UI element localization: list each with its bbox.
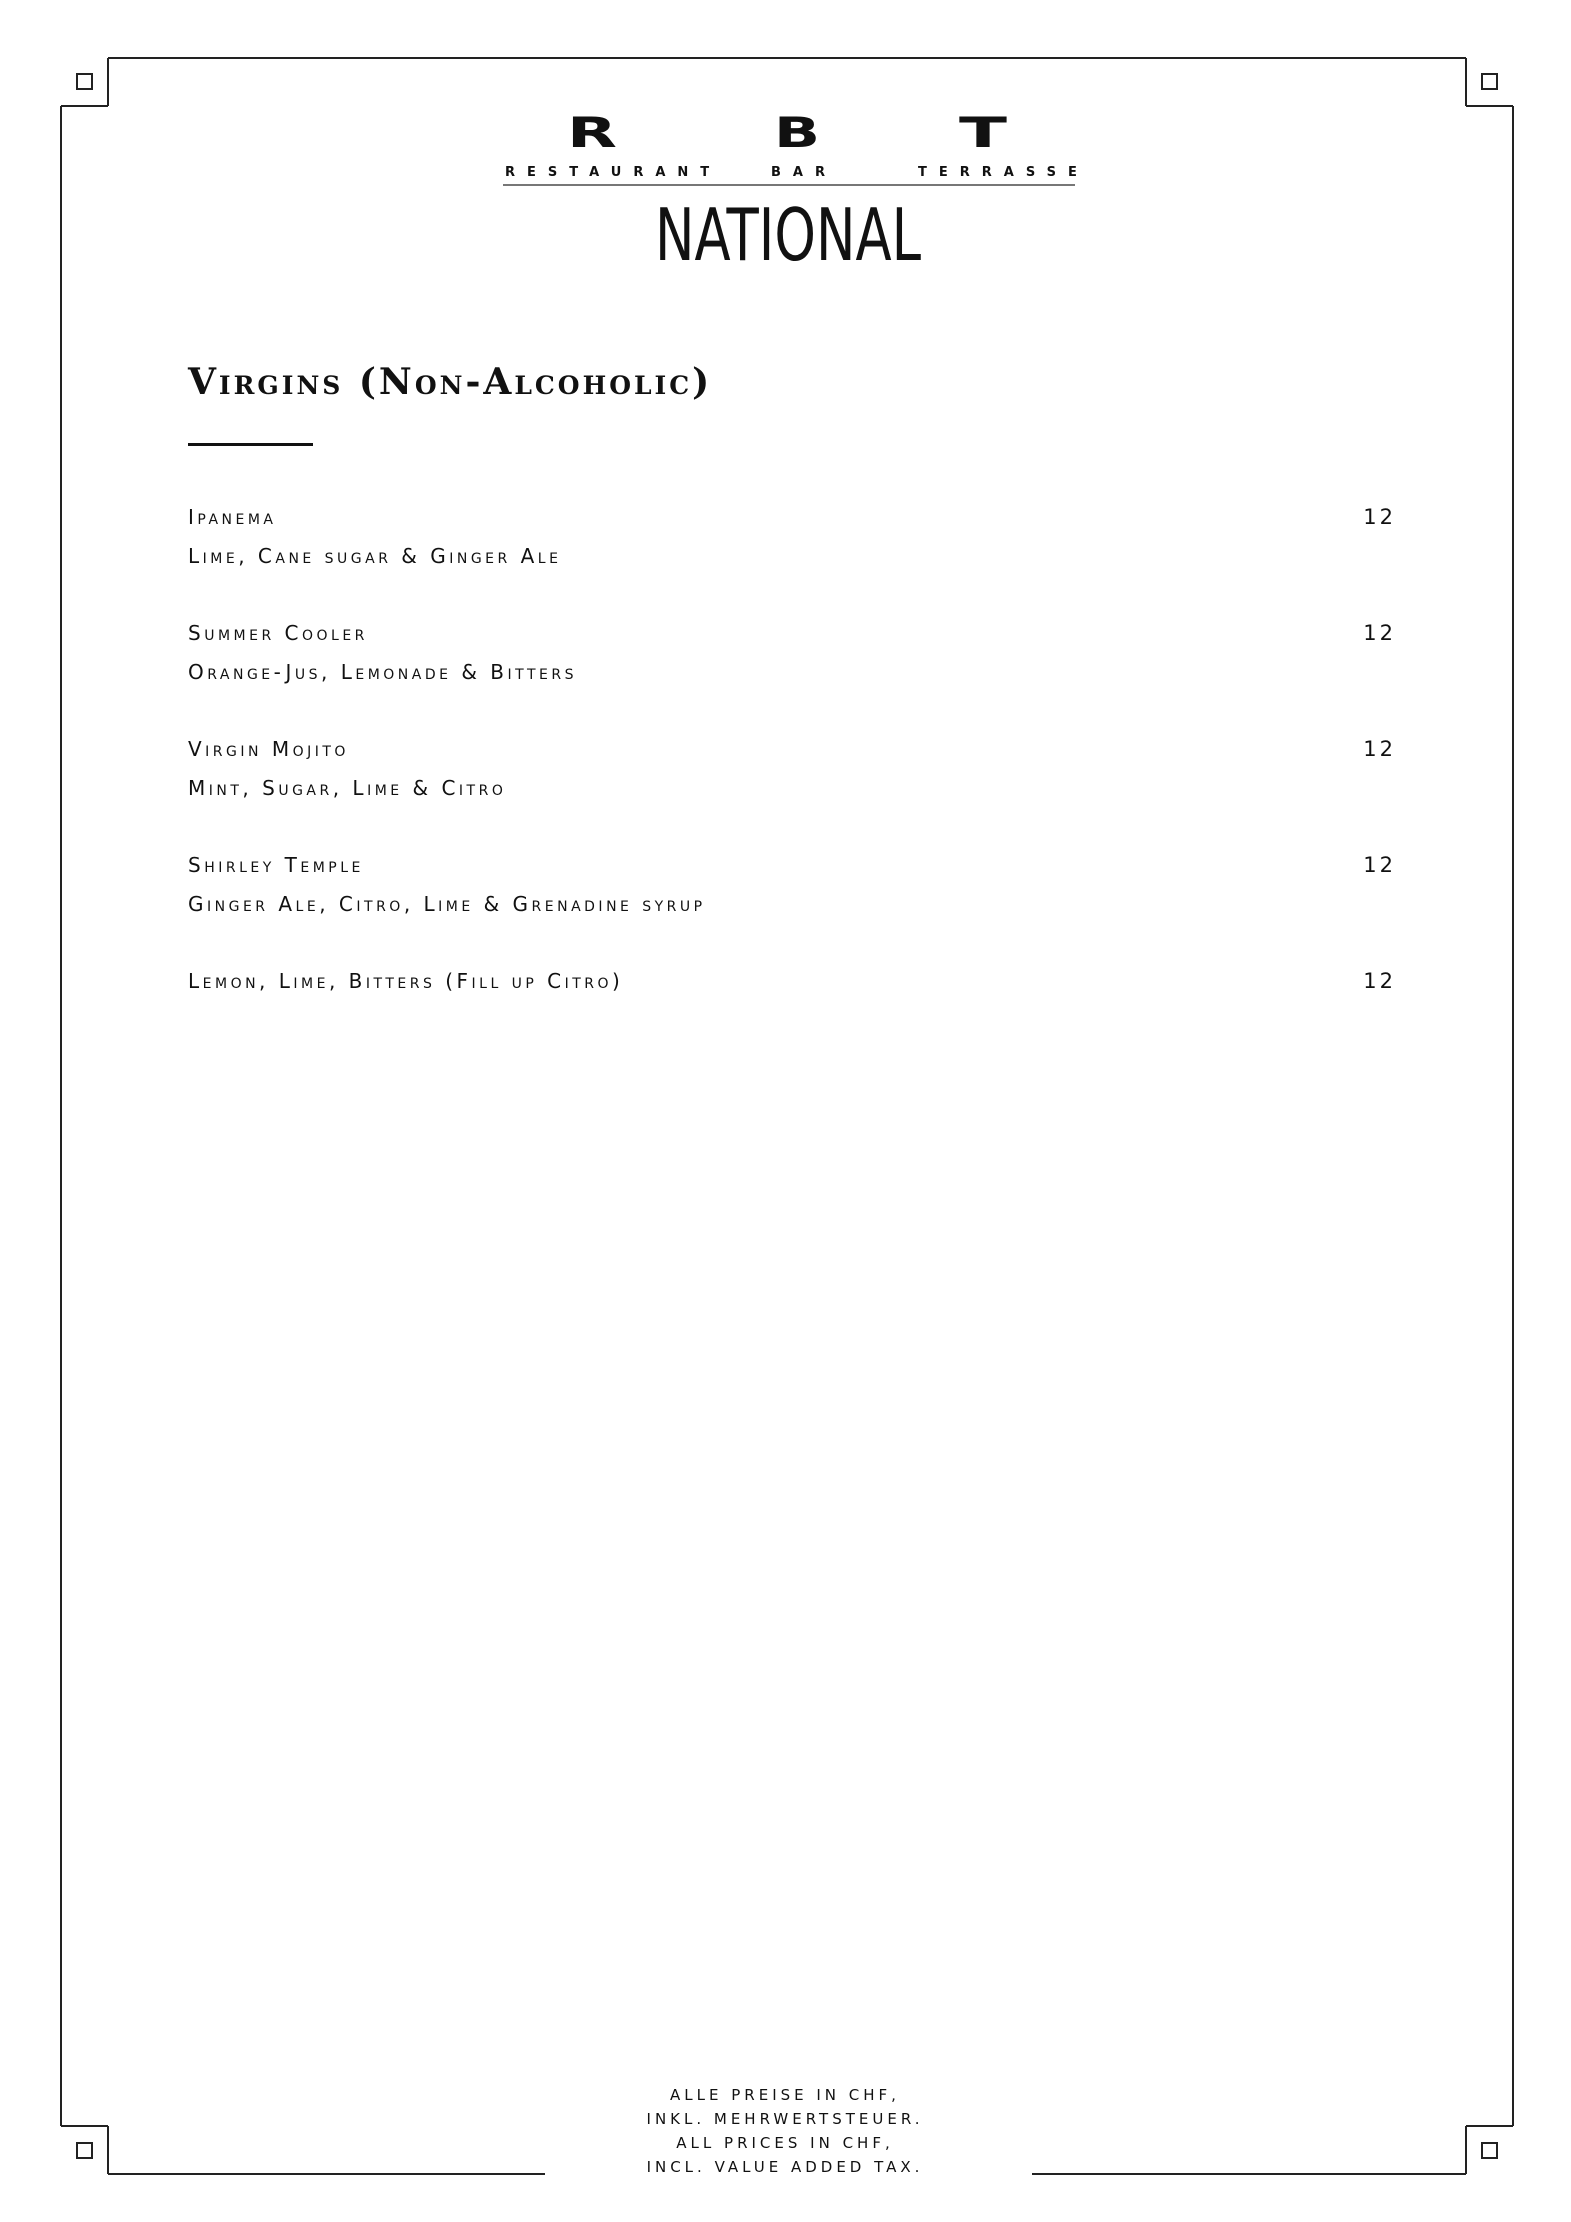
logo xyxy=(0,0,1571,300)
item-description: Mint, Sugar, Lime & Citro xyxy=(188,776,507,800)
item-description: Lime, Cane sugar & Ginger Ale xyxy=(188,544,562,568)
item-price: 12 xyxy=(1363,853,1396,877)
section-title: Virgins (Non-Alcoholic) xyxy=(188,361,713,403)
logo-letter-t: T xyxy=(959,108,1008,157)
item-price: 12 xyxy=(1363,505,1396,529)
item-price: 12 xyxy=(1363,737,1396,761)
price-note-line: INKL. MEHRWERTSTEUER. xyxy=(646,2110,924,2128)
menu-item xyxy=(188,621,1396,737)
price-note-line: ALLE PREISE IN CHF, xyxy=(670,2086,900,2104)
item-description: Ginger Ale, Citro, Lime & Grenadine syrup xyxy=(188,892,706,916)
logo-letter-b: B xyxy=(774,108,820,157)
menu-item xyxy=(188,969,1396,1085)
logo-word-bar: Bar xyxy=(771,165,837,180)
price-note-line: ALL PRICES IN CHF, xyxy=(676,2134,894,2152)
item-description: Orange-Jus, Lemonade & Bitters xyxy=(188,660,577,684)
item-name: Ipanema xyxy=(188,505,277,529)
item-name: Virgin Mojito xyxy=(188,737,349,761)
logo-word-terrasse: Terrasse xyxy=(918,165,1089,180)
menu-item xyxy=(188,737,1396,853)
item-price: 12 xyxy=(1363,969,1396,993)
item-name: Shirley Temple xyxy=(188,853,364,877)
title-underline xyxy=(188,443,313,446)
item-name: Summer Cooler xyxy=(188,621,368,645)
item-price: 12 xyxy=(1363,621,1396,645)
price-note xyxy=(585,2083,985,2179)
logo-name: NATIONAL xyxy=(655,193,921,277)
price-note-line: INCL. VALUE ADDED TAX. xyxy=(646,2158,924,2176)
item-name: Lemon, Lime, Bitters (Fill up Citro) xyxy=(188,969,624,993)
logo-word-restaurant: Restaurant xyxy=(505,165,722,180)
menu-item xyxy=(188,853,1396,969)
menu-list xyxy=(188,505,1396,1085)
logo-letter-r: R xyxy=(567,108,617,157)
menu-item xyxy=(188,505,1396,621)
